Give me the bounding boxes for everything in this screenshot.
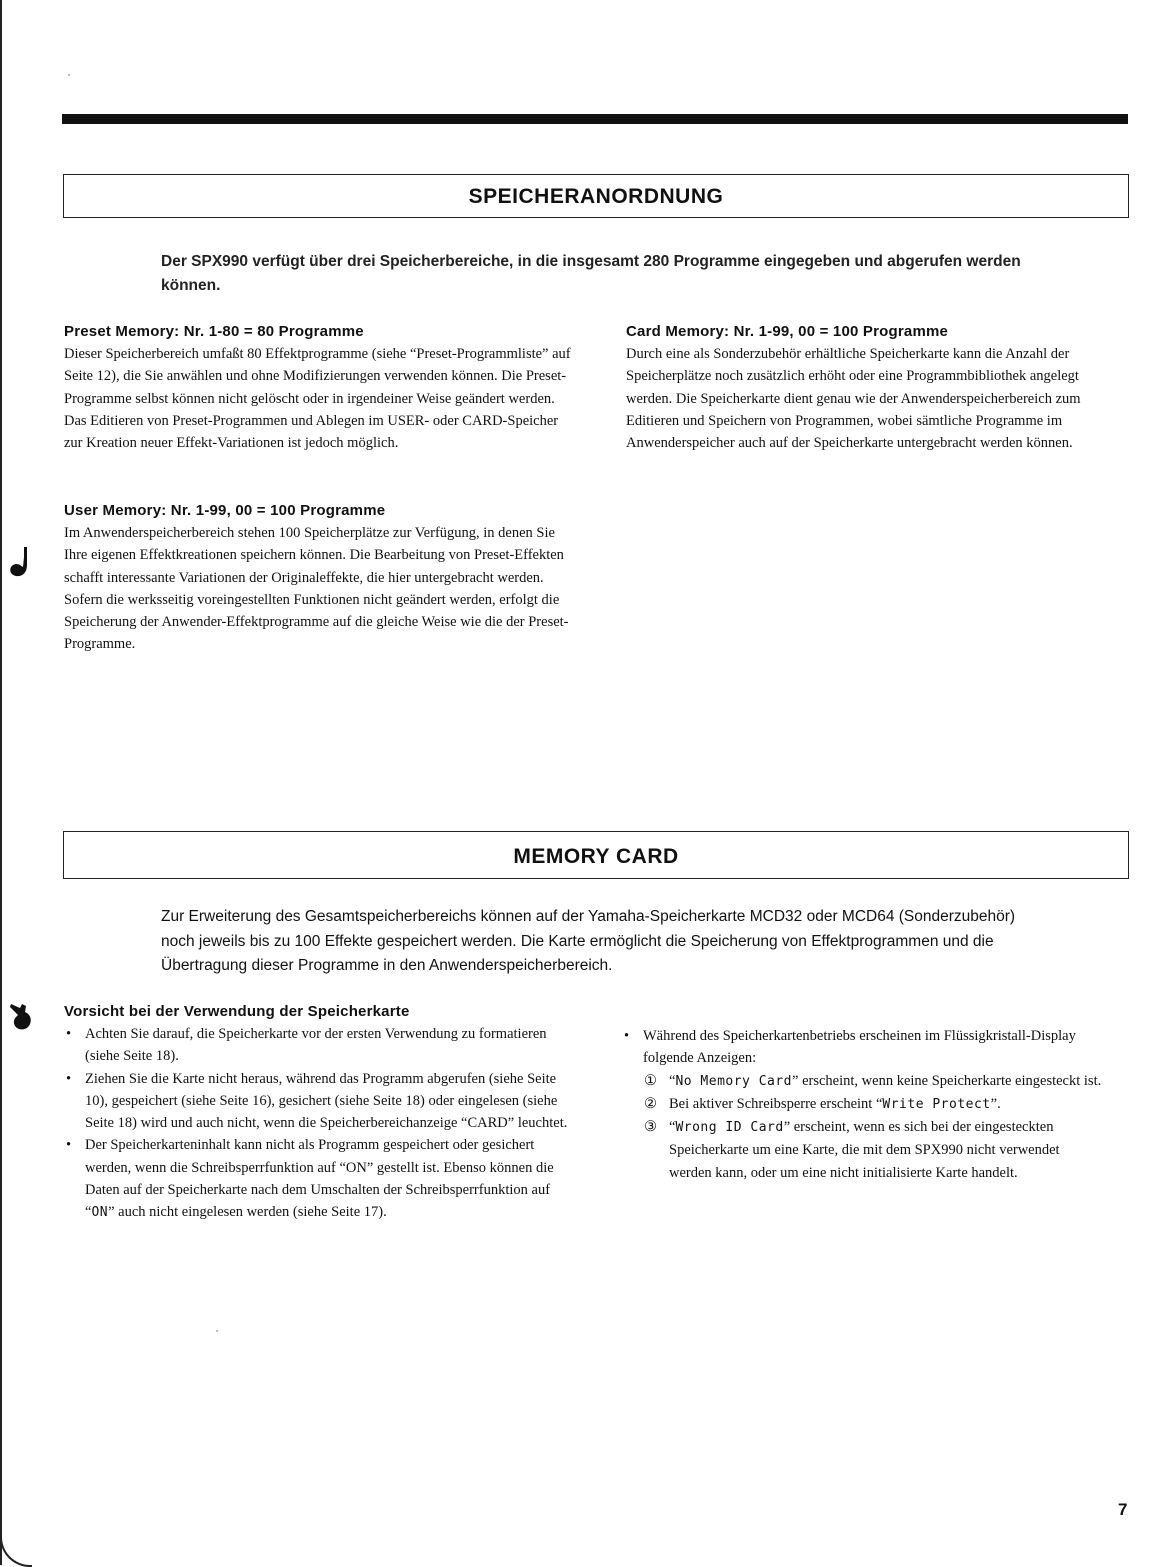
lcd-text: No Memory Card [675,1073,793,1089]
lcd-text: ON [91,1205,109,1221]
section-header-memory-card [63,831,1129,879]
card-memory-text: Durch eine als Sonderzubehör erhältliche Speicherkarte kann die Anzahl der Speicherplätze noch zusätzlich erhöht oder eine Programmbibliothek angelegt werden. Die Speicherkarte dient genau wie der Anwenderspeicherbereich zum Editieren und Speichern von Programmen, wobei sämtliche Programme im Anwenderspeicher auch auf der Speicherkarte untergebracht werden können. [626,346,1081,452]
list-item [622,1116,1102,1184]
display-messages [622,1070,1102,1184]
section-intro: Der SPX990 verfügt über drei Speicherbereiche, in die insgesamt 280 Programme eingegeben und abgerufen werden können. [161,253,1021,294]
pointing-hand-icon [8,998,36,1032]
bullet-text: ” auch nicht eingelesen werden (siehe Seite 17). [108,1204,387,1221]
top-rule [62,114,1128,124]
section-intro: Zur Erweiterung des Gesamtspeicherbereichs können auf der Yamaha-Speicherkarte MCD32 oder MCD64 (Sonderzubehör) noch jeweils bis zu 100 Effekte gespeichert werden. Die Karte ermöglicht die Speicherung von Effektprogrammen und die Übertragung dieser Programme in den Anwenderspeicherbereich. [161,908,1016,974]
user-memory-block [64,502,579,656]
display-messages-block [622,1025,1102,1184]
pointing-hand-icon [8,545,36,579]
user-memory-heading: User Memory: Nr. 1-99, 00 = 100 Programme [64,502,386,519]
lcd-text: Write Protect [882,1096,991,1112]
page-number: 7 [1118,1500,1128,1519]
list-item: • Ziehen Sie die Karte nicht heraus, während das Programm abgerufen (siehe Seite 10), gespeichert (siehe Seite 16), gesichert (siehe Seite 18) oder eingelesen (siehe Seite 18) wird und auch nicht, wenn die Speicherbereichanzeige “CARD” leuchtet. [64,1068,579,1135]
caution-list [64,1023,579,1225]
user-memory-text: Im Anwenderspeicherbereich stehen 100 Speicherplätze zur Verfügung, in denen Sie Ihre eigenen Effektkreationen speichern können. Die Bearbeitung von Preset-Effekten schafft interessante Variationen der Originaleffekte, die hier untergebracht werden. Sofern die werksseitig voreingestellten Funktionen nicht geändert werden, erfolgt die Speicherung der Anwender-Effektprogramme auf die gleiche Weise wie die der Preset-Programme. [64,525,569,653]
display-messages-list [622,1025,1102,1070]
list-item [64,1134,579,1224]
list-item: • Während des Speicherkartenbetriebs erscheinen im Flüssigkristall-Display folgende Anzeigen: [622,1025,1102,1070]
preset-memory-text: Dieser Speicherbereich umfaßt 80 Effektprogramme (siehe “Preset-Programmliste” auf Seite 12), die Sie anwählen und ohne Modifizierungen verwenden können. Die Preset-Programme selbst können nicht gelöscht oder in irgendeiner Weise geändert werden. Das Editieren von Preset-Programmen und Ablegen im USER- oder CARD-Speicher zur Kreation neuer Effekt-Variationen ist jedoch möglich. [64,346,571,452]
message-text: Bei aktiver Schreibsperre erscheint “ [669,1095,883,1112]
page-left-edge [0,0,2,1565]
section-title: SPEICHERANORDNUNG [468,185,724,208]
card-memory-heading: Card Memory: Nr. 1-99, 00 = 100 Programme [626,323,949,340]
list-item [622,1093,1102,1116]
page-corner-mark [0,1528,32,1567]
lcd-text: Wrong ID Card [675,1120,784,1136]
section-header-speicheranordnung [63,174,1129,218]
item-number: ② [644,1095,657,1112]
message-text: ” erscheint, wenn es sich bei der eingesteckten Speicherkarte um eine Karte, die mit dem SPX990 nicht verwendet werden kann, oder um eine nicht initialisierte Karte handelt. [669,1119,1060,1181]
scan-speck [216,1330,218,1332]
caution-block [64,1003,579,1225]
caution-heading: Vorsicht bei der Verwendung der Speicherkarte [64,1003,410,1020]
scan-speck [68,74,70,76]
message-text: ” erscheint, wenn keine Speicherkarte eingesteckt ist. [792,1072,1102,1089]
list-item: • Achten Sie darauf, die Speicherkarte vor der ersten Verwendung zu formatieren (siehe Seite 18). [64,1023,579,1068]
preset-memory-block [64,323,579,454]
message-text: ”. [990,1095,1001,1112]
message-text: “ [669,1072,676,1089]
item-number: ③ [644,1119,657,1136]
message-text: “ [669,1119,676,1136]
item-number: ① [644,1072,657,1089]
bullet-text: Der Speicherkarteninhalt kann nicht als Programm gespeichert oder gesichert werden, wenn die Schreibsperrfunktion auf “ON” gestellt ist. Ebenso können die Daten auf der Speicherkarte nach dem Umschalten der Schreibsperrfunktion auf “ [85,1137,554,1221]
card-memory-block [626,323,1116,454]
section-title: MEMORY CARD [513,845,679,868]
preset-memory-heading: Preset Memory: Nr. 1-80 = 80 Programme [64,323,364,340]
list-item [622,1070,1102,1093]
